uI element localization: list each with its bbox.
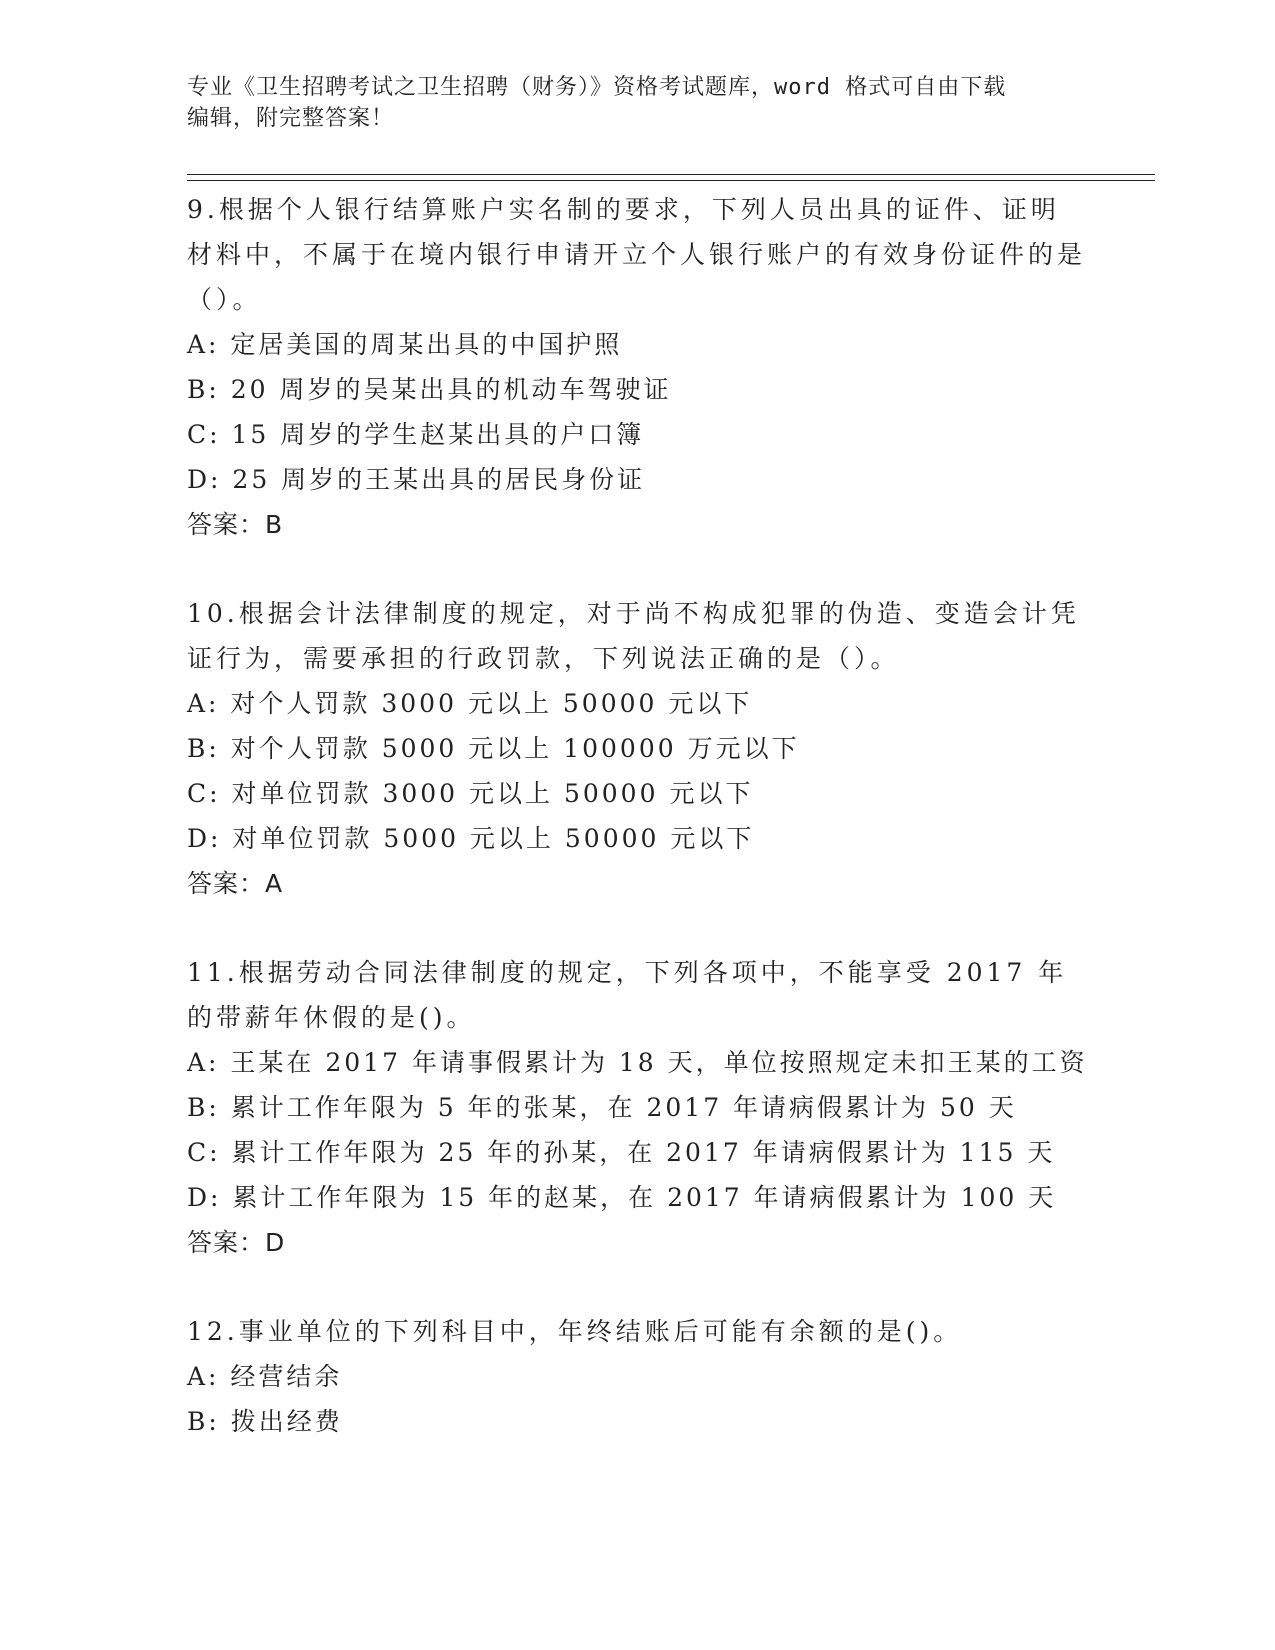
question-10 (187, 591, 1087, 906)
question-9 (187, 187, 1087, 547)
option-b: B: 20 周岁的吴某出具的机动车驾驶证 (187, 375, 672, 404)
question-stem: 12.事业单位的下列科目中，年终结账后可能有余额的是()。 (187, 1317, 963, 1346)
answer-line: 答案：A (187, 869, 284, 898)
answer-line: 答案：D (187, 1228, 286, 1257)
question-11 (187, 950, 1087, 1265)
option-b: B: 拨出经费 (187, 1407, 343, 1436)
header-divider-top (187, 174, 1155, 175)
option-b: B: 对个人罚款 5000 元以上 100000 万元以下 (187, 734, 800, 763)
option-d: D: 累计工作年限为 15 年的赵某，在 2017 年请病假累计为 100 天 (187, 1183, 1057, 1212)
option-d: D: 25 周岁的王某出具的居民身份证 (187, 465, 646, 494)
answer-line: 答案：B (187, 510, 284, 539)
document-header (187, 72, 1087, 134)
option-b: B: 累计工作年限为 5 年的张某，在 2017 年请病假累计为 50 天 (187, 1093, 1017, 1122)
option-c: C: 对单位罚款 3000 元以上 50000 元以下 (187, 779, 754, 808)
question-12 (187, 1309, 1087, 1444)
option-a: A: 定居美国的周某出具的中国护照 (187, 330, 623, 359)
header-line-1: 专业《卫生招聘考试之卫生招聘（财务）》资格考试题库，word 格式可自由下载 (187, 75, 1007, 100)
header-divider-bottom (187, 180, 1155, 181)
question-stem: 9.根据个人银行结算账户实名制的要求，下列人员出具的证件、证明材料中，不属于在境内银行申请开立个人银行账户的有效身份证件的是（）。 (187, 195, 1087, 314)
question-stem: 10.根据会计法律制度的规定，对于尚不构成犯罪的伪造、变造会计凭证行为，需要承担的行政罚款，下列说法正确的是（）。 (187, 599, 1080, 673)
option-a: A: 王某在 2017 年请事假累计为 18 天，单位按照规定未扣王某的工资 (187, 1048, 1088, 1077)
option-c: C: 15 周岁的学生赵某出具的户口簿 (187, 420, 645, 449)
question-list (187, 187, 1087, 1444)
header-line-2: 编辑，附完整答案！ (187, 106, 395, 131)
option-a: A: 对个人罚款 3000 元以上 50000 元以下 (187, 689, 753, 718)
option-d: D: 对单位罚款 5000 元以上 50000 元以下 (187, 824, 755, 853)
question-stem: 11.根据劳动合同法律制度的规定，下列各项中，不能享受 2017 年的带薪年休假的是()。 (187, 958, 1068, 1032)
option-c: C: 累计工作年限为 25 年的孙某，在 2017 年请病假累计为 115 天 (187, 1138, 1056, 1167)
option-a: A: 经营结余 (187, 1362, 343, 1391)
